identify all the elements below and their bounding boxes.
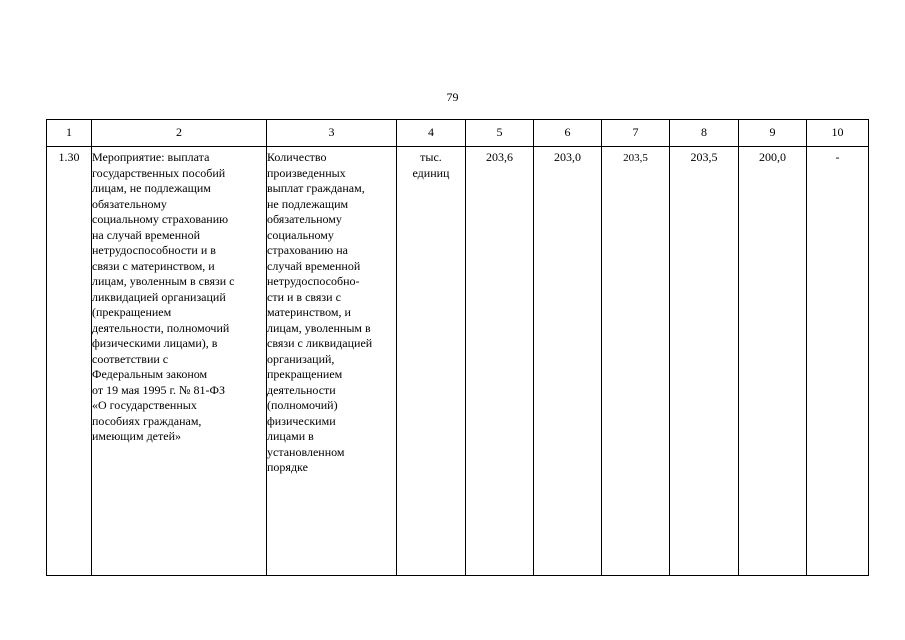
indicator-line: (полномочий) <box>267 398 338 412</box>
table-header-row <box>47 120 869 147</box>
unit-line: единиц <box>412 165 450 180</box>
column-header-7: 7 <box>602 120 670 147</box>
measure-line: государственных пособий <box>92 165 226 180</box>
measure-line: Мероприятие: выплата <box>92 150 210 164</box>
indicator-line: выплат гражданам, <box>267 181 365 195</box>
measure-line: от 19 мая 1995 г. № 81-ФЗ <box>92 382 225 397</box>
indicator-line: обязательному <box>267 212 342 226</box>
column-header-3: 3 <box>267 120 397 147</box>
column-header-8: 8 <box>670 120 739 147</box>
indicator-line: произведенных <box>267 165 346 180</box>
measure-line: (прекращением <box>92 305 172 319</box>
measure-line: социальному страхованию <box>92 212 229 226</box>
measure-line: пособиях гражданам, <box>92 413 202 428</box>
table-row <box>47 147 869 576</box>
indicator-line: лицами в <box>267 429 314 443</box>
measure-line: лицам, уволенным в связи с <box>92 274 235 288</box>
value-col-7 <box>602 147 670 576</box>
indicator-line: социальному <box>267 227 334 242</box>
column-header-2: 2 <box>92 120 267 147</box>
column-header-4: 4 <box>397 120 466 147</box>
indicator-line: сти и в связи с <box>267 289 341 304</box>
column-header-1: 1 <box>47 120 92 147</box>
indicator-line: не подлежащим <box>267 196 349 211</box>
measure-line: нетрудоспособности и в <box>92 243 216 257</box>
indicator-line: прекращением <box>267 367 343 381</box>
value-col-8: 203,5 <box>670 147 739 576</box>
value-col-6: 203,0 <box>534 147 602 576</box>
indicator-line: страхованию на <box>267 243 348 257</box>
indicators-table <box>46 119 869 576</box>
measure-line: «О государственных <box>92 398 197 412</box>
measure-line: деятельности, полномочий <box>92 320 230 335</box>
indicator-line: нетрудоспособно- <box>267 274 360 288</box>
measure-line: обязательному <box>92 196 167 211</box>
indicator-line: материнством, и <box>267 305 351 319</box>
measure-line: на случай временной <box>92 227 201 242</box>
column-header-10: 10 <box>807 120 869 147</box>
measure-line: физическими лицами), в <box>92 336 218 350</box>
indicator-line: деятельности <box>267 382 336 397</box>
value-col-5: 203,6 <box>466 147 534 576</box>
row-code: 1.30 <box>47 147 92 576</box>
page-number: 79 <box>446 90 459 104</box>
column-header-5: 5 <box>466 120 534 147</box>
measure-line: соответствии с <box>92 351 169 366</box>
measure-line: ликвидацией организаций <box>92 289 226 304</box>
indicator-line: установленном <box>267 444 345 459</box>
measure-description <box>92 147 267 576</box>
value-col-7-text: 203,5 <box>623 152 648 164</box>
unit-line: тыс. <box>420 150 442 164</box>
measure-line: связи с материнством, и <box>92 258 215 273</box>
indicator-line: связи с ликвидацией <box>267 336 373 350</box>
indicator-line: порядке <box>267 460 308 474</box>
indicator-description <box>267 147 397 576</box>
value-col-10: - <box>807 147 869 576</box>
column-header-9: 9 <box>739 120 807 147</box>
indicator-line: лицам, уволенным в <box>267 320 371 335</box>
indicator-line: физическими <box>267 413 336 428</box>
column-header-6: 6 <box>534 120 602 147</box>
value-col-9: 200,0 <box>739 147 807 576</box>
indicator-line: организаций, <box>267 351 335 366</box>
measure-line: Федеральным законом <box>92 367 208 381</box>
measure-line: имеющим детей» <box>92 429 181 443</box>
indicator-line: случай временной <box>267 258 361 273</box>
unit-of-measure <box>397 147 466 576</box>
measure-line: лицам, не подлежащим <box>92 181 211 195</box>
indicator-line: Количество <box>267 150 327 164</box>
